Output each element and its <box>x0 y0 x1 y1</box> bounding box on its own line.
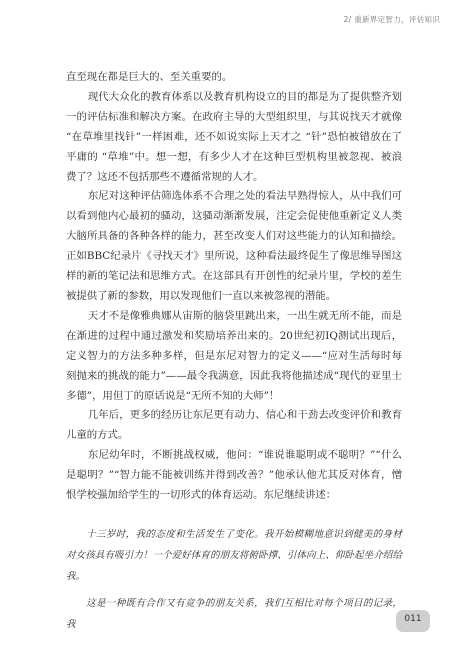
paragraph: 东尼对这种评估筛选体系不合理之处的看法早熟得惊人，从中我们可以看到他内心最初的骚动，这骚动渐渐发展，注定会促使他重新定义人类大脑所具备的各种各样的能力，甚至改变人们对这些能力的认知和描绘。正如BBC纪录片《寻找天才》里所说，这种看法最终促生了像思维导图这样的新的笔记法和思维方式。在这部具有开创性的纪录片里，学校的差生被提供了新的参数，用以发现他们一直以来被忽视的潜能。 <box>66 190 402 302</box>
quote-paragraph: 十三岁时，我的态度和生活发生了变化。我开始模糊地意识到健美的身材对女孩具有吸引力！一个爱好体育的朋友将俯卧撑、引体向上、仰卧起坐介绍给我。 <box>66 528 402 582</box>
paragraph: 天才不是像雅典娜从宙斯的脑袋里跳出来，一出生就无所不能，而是在渐进的过程中通过激发和奖励培养出来的。20世纪初IQ测试出现后，定义智力的方法多种多样，但是东尼对智力的定义——“应对生活每时每刻抛来的挑战的能力”——最令我满意，因此我将他描述成“现代的亚里士多德”，用但丁的原话说是“无所不知的大师”！ <box>66 309 402 402</box>
running-header: 2/ 重新界定智力，评估知识 <box>343 15 440 24</box>
page-number: 011 <box>404 614 422 624</box>
paragraph: 几年后，更多的经历让东尼更有动力、信心和干劲去改变评价和教育儿童的方式。 <box>66 409 402 442</box>
page-body <box>66 68 402 635</box>
paragraph: 直至现在都是巨大的、至关重要的。 <box>66 71 233 83</box>
paragraph: 现代大众化的教育体系以及教育机构设立的目的都是为了提供整齐划一的评估标准和解决方案。在政府主导的大型组织里，与其说找天才就像 “在草堆里找针”一样困难，还不如说实际上天才之 “针”恐怕被错放在了平庸的 “草堆”中。想一想，有多少人才在这种巨型机构里被忽视、被浪费了？这还不包括那些不遵循常规的人才。 <box>66 90 402 183</box>
quote-paragraph: 这是一种既有合作又有竞争的朋友关系，我们互相比对每个项目的记录，我 <box>66 597 402 630</box>
block-quote <box>66 524 402 635</box>
paragraph: 东尼幼年时，不断挑战权威，他问：“谁说谁聪明或不聪明？”“什么是聪明？”“智力能不能被训练并得到改善？”他承认他尤其反对体育，憎恨学校强加给学生的一切形式的体育运动。东尼继续讲述： <box>66 449 402 502</box>
page-number-badge <box>396 610 430 632</box>
